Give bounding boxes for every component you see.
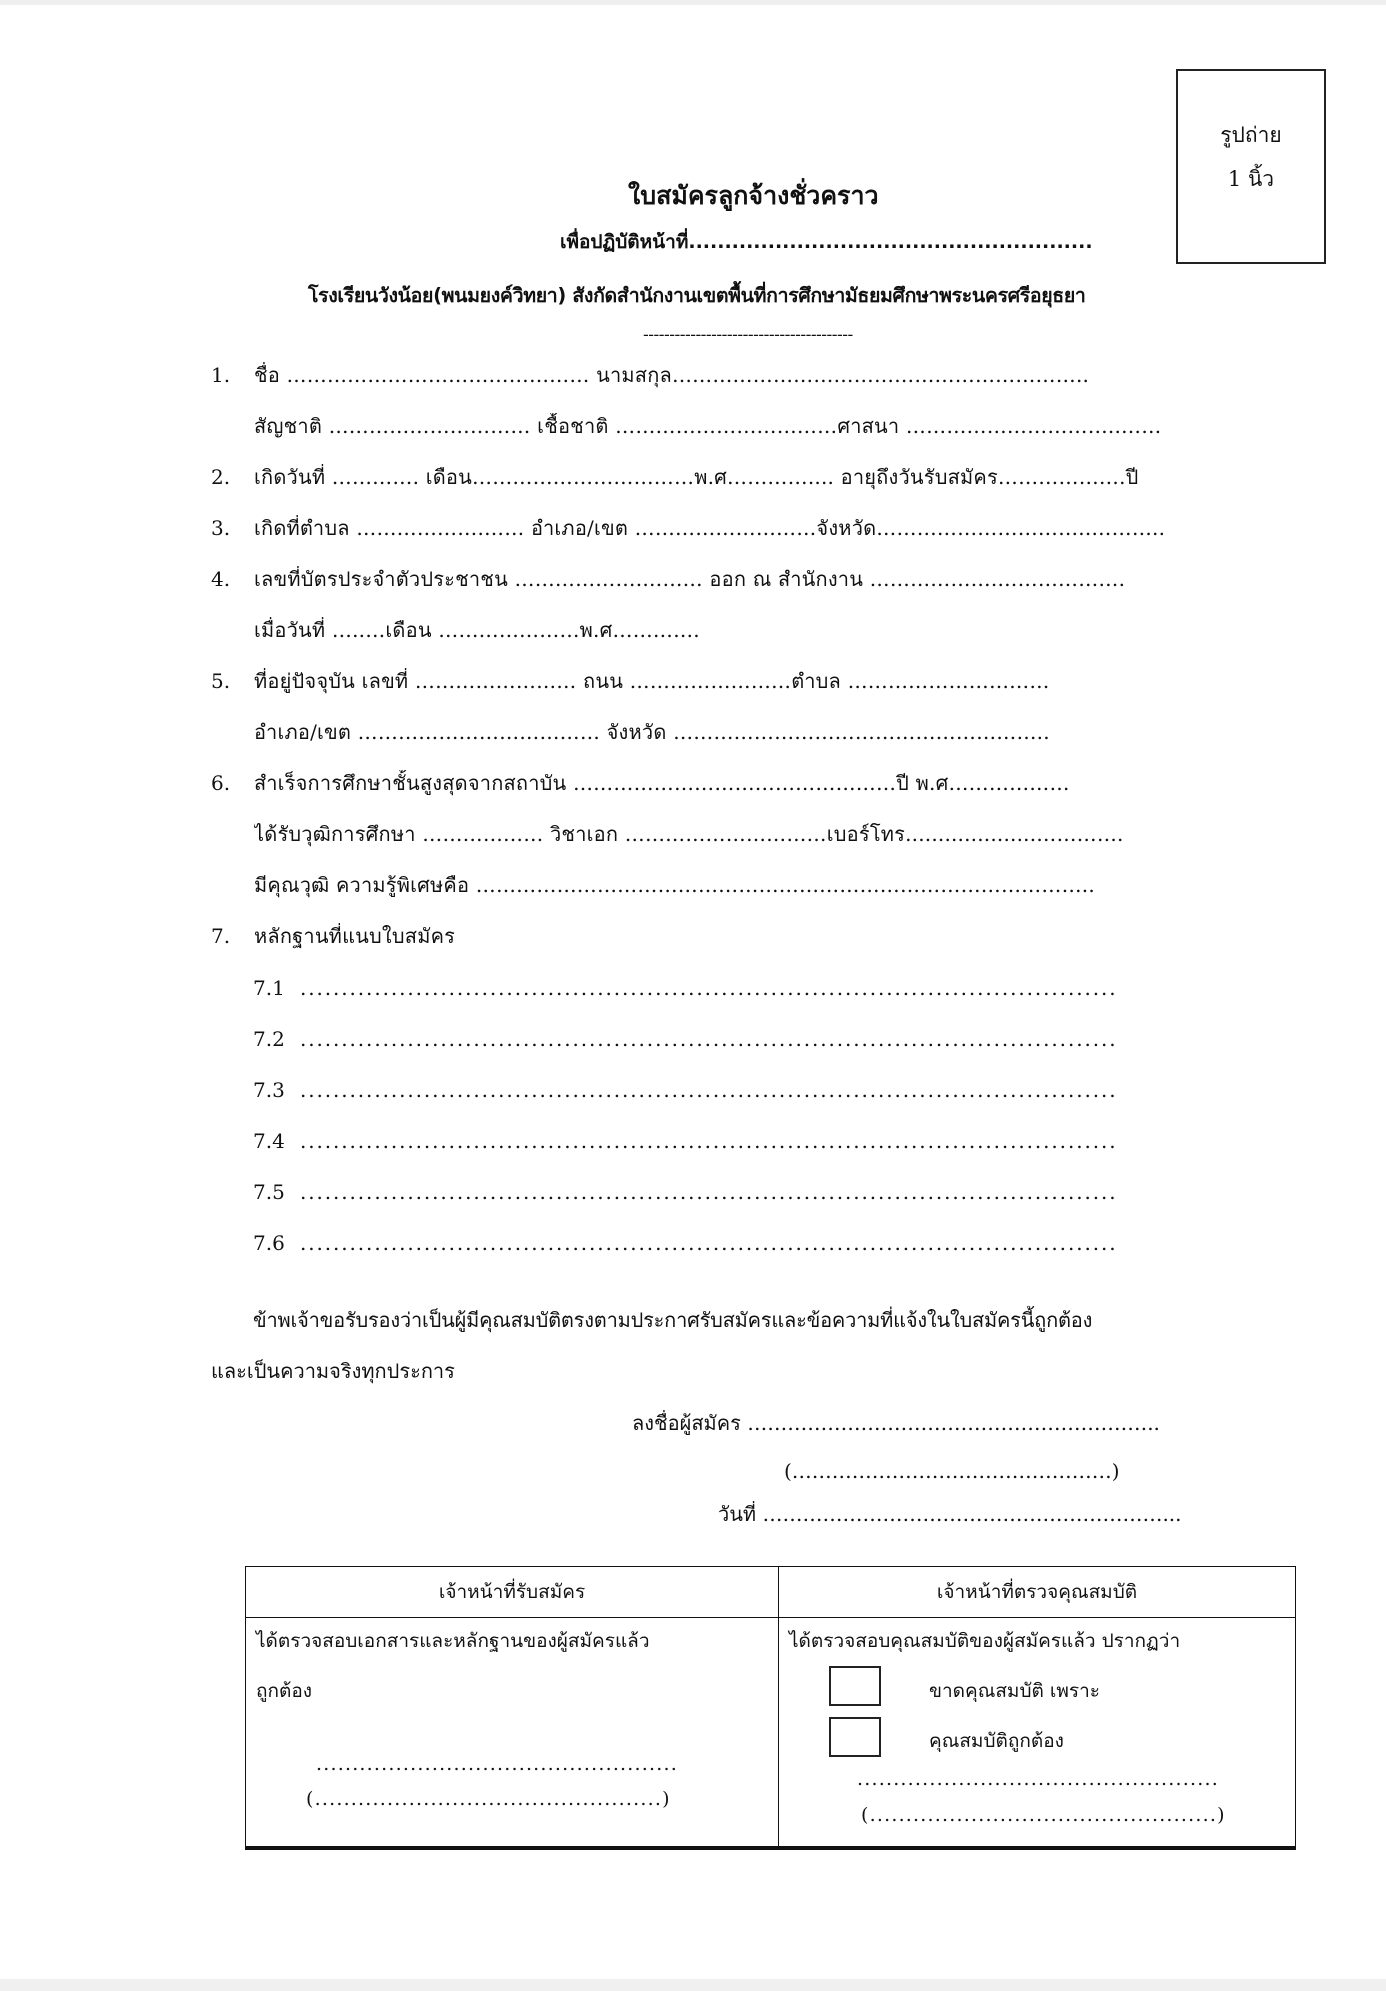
- attachment-line[interactable]: ...................................................................................................: [300, 976, 1118, 1000]
- header-qualification-officer: เจ้าหน้าที่ตรวจคุณสมบัติ: [779, 1567, 1296, 1618]
- attachment-number: 7.5: [253, 1180, 285, 1204]
- declaration-line-2: และเป็นความจริงทุกประการ: [211, 1359, 455, 1383]
- qualified-checkbox[interactable]: [829, 1717, 881, 1757]
- staff-verification-table: [245, 1566, 1296, 1850]
- documents-correct-text: ถูกต้อง: [256, 1680, 313, 1702]
- field-education-institution[interactable]: สำเร็จการศึกษาชั้นสูงสุดจากสถาบัน …………………………………………ปี พ.ศ………………: [254, 771, 1070, 795]
- qualification-checked-text: ได้ตรวจสอบคุณสมบัติของผู้สมัครแล้ว ปรากฏว่า: [789, 1630, 1181, 1652]
- qualification-officer-signature-line[interactable]: ..................................................: [857, 1768, 1219, 1790]
- field-birthplace[interactable]: เกิดที่ตำบล ……………….…… อำเภอ/เขต ………………………จังหวัด…………………………..………..: [254, 516, 1166, 540]
- position-line: เพื่อปฏิบัติหน้าที่........................................................: [560, 231, 1093, 253]
- field-birthdate-age[interactable]: เกิดวันที่ …………. เดือน……………………………พ.ศ………….... อายุถึงวันรับสมัคร……………….ปี: [254, 465, 1139, 489]
- photo-label: รูปถ่าย: [1220, 123, 1282, 147]
- header-divider: ----------------------------------------: [643, 325, 853, 345]
- disqualified-checkbox[interactable]: [829, 1666, 881, 1706]
- form-title: ใบสมัครลูกจ้างชั่วคราว: [628, 181, 879, 210]
- qualified-label: คุณสมบัติถูกต้อง: [929, 1730, 1064, 1752]
- field-current-address[interactable]: ที่อยู่ปัจจุบัน เลขที่ …………………… ถนน ……………………ตำบล …………………………: [254, 669, 1050, 693]
- item-number-1: 1.: [211, 363, 231, 387]
- field-special-skills[interactable]: มีคุณวุฒิ ความรู้พิเศษคือ ………………………………………………………………………………..: [254, 873, 1095, 897]
- qualification-officer-cell: [779, 1618, 1295, 1846]
- declaration-line-1: ข้าพเจ้าขอรับรองว่าเป็นผู้มีคุณสมบัติตรงตามประกาศรับสมัครและข้อความที่แจ้งในใบสมัครนี้ถูกต้อง: [253, 1308, 1093, 1332]
- item-number-2: 2.: [211, 465, 231, 489]
- attachment-line[interactable]: ...................................................................................................: [300, 1231, 1118, 1255]
- school-name: โรงเรียนวังน้อย(พนมยงค์วิทยา) สังกัดสำนักงานเขตพื้นที่การศึกษามัธยมศึกษาพระนครศรีอยุธยา: [308, 284, 1086, 307]
- receiving-officer-signature-line[interactable]: ..................................................: [316, 1753, 678, 1775]
- attachment-line[interactable]: ...................................................................................................: [300, 1078, 1118, 1102]
- field-id-issue-date[interactable]: เมื่อวันที่ …..…เดือน …………………พ.ศ………….: [254, 618, 700, 642]
- attachment-line[interactable]: ...................................................................................................: [300, 1180, 1118, 1204]
- field-id-card[interactable]: เลขที่บัตรประจำตัวประชาชน ……………….……… ออก ณ สำนักงาน ……………….……………….: [254, 567, 1126, 591]
- attachment-number: 7.3: [253, 1078, 285, 1102]
- header-receiving-officer: เจ้าหน้าที่รับสมัคร: [246, 1567, 779, 1618]
- attachment-number: 7.2: [253, 1027, 285, 1051]
- attachment-line[interactable]: ...................................................................................................: [300, 1129, 1118, 1153]
- attachment-number: 7.6: [253, 1231, 285, 1255]
- viewer-top-bar: [0, 0, 1386, 5]
- applicant-name-parentheses[interactable]: (…………………………………………): [784, 1459, 1120, 1483]
- attachment-number: 7.1: [253, 976, 285, 1000]
- photo-size-label: 1 นิ้ว: [1227, 167, 1275, 191]
- item-number-4: 4.: [211, 567, 231, 591]
- item-number-3: 3.: [211, 516, 231, 540]
- receiving-officer-name-parentheses[interactable]: (................................................): [306, 1788, 671, 1810]
- item-number-6: 6.: [211, 771, 231, 795]
- field-degree-major-phone[interactable]: ได้รับวุฒิการศึกษา ……………… วิชาเอก …………………………เบอร์โทร....................………….: [254, 822, 1124, 846]
- field-district-province[interactable]: อำเภอ/เขต ……………………………… จังหวัด ………………………………………………..: [254, 720, 1050, 744]
- photo-placeholder-box: [1176, 69, 1326, 264]
- item-number-7: 7.: [211, 924, 231, 948]
- attachments-heading: หลักฐานที่แนบใบสมัคร: [254, 924, 456, 948]
- applicant-signature-line[interactable]: ลงชื่อผู้สมัคร ……………………………………………………..: [632, 1411, 1160, 1435]
- qualification-officer-name-parentheses[interactable]: (................................................): [861, 1804, 1226, 1826]
- application-date-line[interactable]: วันที่ ……………………………………………………...: [718, 1502, 1182, 1526]
- receiving-officer-cell: [246, 1618, 778, 1846]
- field-nationality-race-religion[interactable]: สัญชาติ ………………………… เชื้อชาติ ……………………………ศาสนา …………………………..……: [254, 414, 1162, 438]
- field-name-surname[interactable]: ชื่อ ……………………………………… นามสกุล……………………………………………………..: [254, 363, 1090, 387]
- disqualified-label: ขาดคุณสมบัติ เพราะ: [929, 1680, 1100, 1702]
- documents-checked-text: ได้ตรวจสอบเอกสารและหลักฐานของผู้สมัครแล้ว: [256, 1630, 650, 1652]
- viewer-bottom-bar: [0, 1979, 1386, 1991]
- item-number-5: 5.: [211, 669, 231, 693]
- attachment-number: 7.4: [253, 1129, 285, 1153]
- attachment-line[interactable]: ...................................................................................................: [300, 1027, 1118, 1051]
